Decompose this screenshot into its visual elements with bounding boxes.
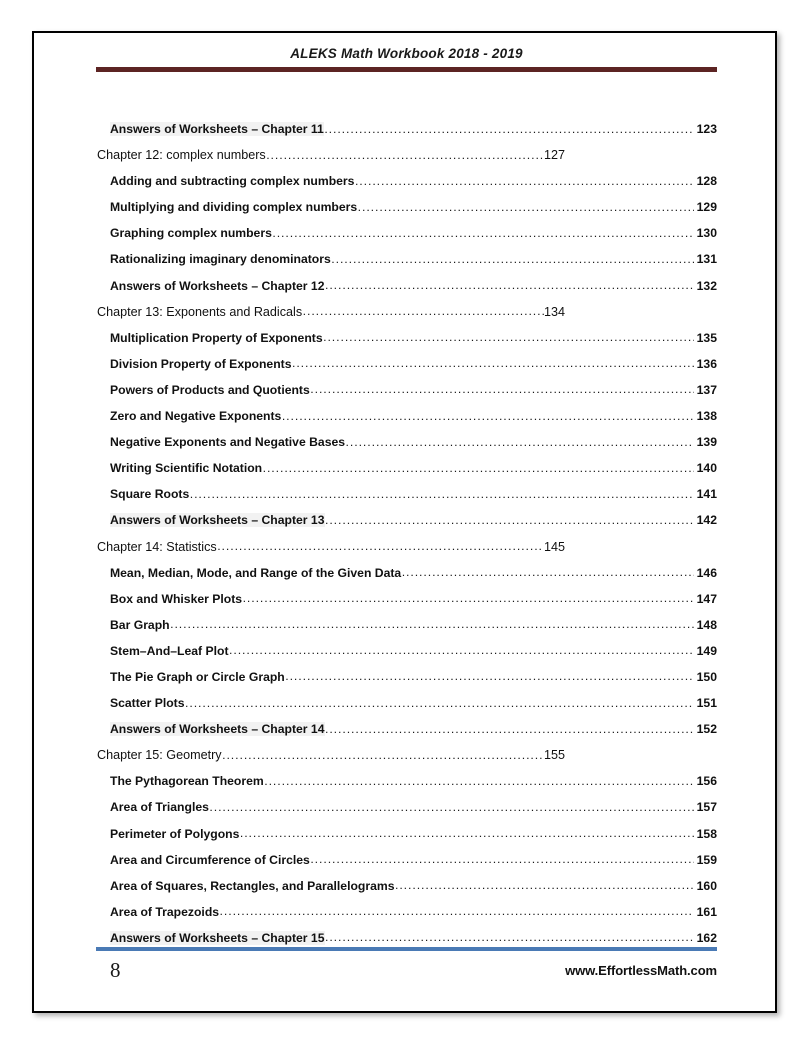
toc-dot-leader: [266, 148, 544, 162]
toc-entry-label: Graphing complex numbers: [110, 226, 272, 241]
toc-entry-label: Multiplication Property of Exponents: [110, 330, 323, 345]
toc-entry-label: The Pythagorean Theorem: [110, 774, 264, 789]
toc-entry-page-number: 146: [696, 565, 717, 580]
toc-entry-page-number: 145: [543, 539, 565, 554]
toc-entry-label: Area of Squares, Rectangles, and Parallelograms: [110, 878, 395, 893]
website-url: www.EffortlessMath.com: [565, 963, 717, 978]
toc-entry-page-number: 156: [696, 774, 717, 789]
toc-dot-leader: [285, 669, 694, 683]
toc-entry[interactable]: [110, 357, 717, 383]
toc-entry-page-number: 155: [543, 748, 565, 763]
toc-dot-leader: [292, 356, 694, 370]
toc-entry-page-number: 127: [543, 148, 565, 163]
toc-entry[interactable]: [110, 331, 717, 357]
toc-entry[interactable]: [110, 279, 717, 305]
toc-entry-page-number: 123: [696, 122, 717, 136]
toc-dot-leader: [303, 304, 544, 318]
toc-dot-leader: [355, 174, 694, 188]
toc-dot-leader: [395, 878, 694, 892]
toc-entry-page-number: 162: [696, 930, 717, 945]
toc-dot-leader: [346, 435, 694, 449]
toc-entry-label: Adding and subtracting complex numbers: [110, 174, 355, 189]
toc-entry-page-number: 160: [696, 878, 717, 893]
toc-entry-page-number: 137: [696, 382, 717, 397]
toc-entry-label: Rationalizing imaginary denominators: [110, 252, 331, 267]
toc-entry[interactable]: [110, 122, 717, 148]
toc-entry-label: Area of Trapezoids: [110, 904, 220, 919]
toc-entry-page-number: 152: [696, 722, 717, 737]
toc-dot-leader: [220, 904, 694, 918]
toc-dot-leader: [185, 696, 694, 710]
toc-dot-leader: [358, 200, 694, 214]
toc-entry-label: Multiplying and dividing complex numbers: [110, 200, 358, 215]
toc-dot-leader: [331, 252, 694, 266]
toc-entry-page-number: 148: [696, 617, 717, 632]
toc-entry-label: Answers of Worksheets – Chapter 15: [110, 930, 325, 945]
toc-entry-label: Zero and Negative Exponents: [110, 409, 282, 424]
running-header: [96, 46, 717, 72]
toc-entry[interactable]: [110, 592, 717, 618]
toc-entry[interactable]: [110, 487, 717, 513]
page-content-area: [96, 33, 717, 1011]
toc-entry-page-number: 139: [696, 435, 717, 450]
toc-dot-leader: [325, 930, 694, 944]
toc-entry-label: Chapter 15: Geometry: [97, 748, 222, 763]
footer-rule: [96, 947, 717, 951]
toc-entry[interactable]: [110, 827, 717, 853]
toc-entry-page-number: 129: [696, 200, 717, 215]
toc-entry-label: Box and Whisker Plots: [110, 591, 243, 606]
book-title: ALEKS Math Workbook 2018 - 2019: [290, 46, 523, 61]
page-number: 8: [110, 958, 121, 982]
table-of-contents: [96, 122, 717, 957]
toc-entry-page-number: 132: [696, 278, 717, 293]
toc-entry[interactable]: [110, 879, 717, 905]
toc-entry-page-number: 131: [696, 252, 717, 267]
toc-entry-page-number: 130: [696, 226, 717, 241]
toc-entry[interactable]: [110, 722, 717, 748]
toc-entry[interactable]: [110, 800, 717, 826]
toc-entry[interactable]: [110, 905, 717, 931]
toc-entry-label: Square Roots: [110, 487, 190, 502]
toc-dot-leader: [325, 722, 694, 736]
toc-dot-leader: [310, 382, 694, 396]
toc-entry-page-number: 151: [696, 696, 717, 711]
toc-entry[interactable]: [110, 670, 717, 696]
toc-entry-label: Chapter 12: complex numbers: [97, 148, 266, 163]
toc-entry-label: Answers of Worksheets – Chapter 14: [110, 722, 325, 737]
toc-entry-label: Answers of Worksheets – Chapter 11: [110, 122, 324, 136]
footer-row: [96, 960, 717, 981]
toc-entry-label: Mean, Median, Mode, and Range of the Given Data: [110, 565, 402, 580]
toc-entry-label: Scatter Plots: [110, 696, 185, 711]
toc-entry-page-number: 158: [696, 826, 717, 841]
toc-entry[interactable]: [97, 540, 717, 566]
toc-entry[interactable]: [110, 252, 717, 278]
toc-dot-leader: [243, 591, 694, 605]
toc-entry-label: Bar Graph: [110, 617, 170, 632]
toc-dot-leader: [222, 748, 544, 762]
toc-entry[interactable]: [110, 226, 717, 252]
toc-entry-label: Division Property of Exponents: [110, 356, 292, 371]
toc-entry[interactable]: [110, 174, 717, 200]
toc-entry[interactable]: [110, 461, 717, 487]
toc-entry[interactable]: [110, 200, 717, 226]
toc-entry-label: Area and Circumference of Circles: [110, 852, 310, 867]
toc-entry-page-number: 147: [696, 591, 717, 606]
toc-dot-leader: [323, 330, 694, 344]
page-footer: [96, 947, 717, 981]
toc-entry-label: Negative Exponents and Negative Bases: [110, 435, 346, 450]
toc-dot-leader: [402, 565, 694, 579]
toc-entry-label: Chapter 13: Exponents and Radicals: [97, 304, 303, 319]
toc-entry[interactable]: [110, 409, 717, 435]
toc-dot-leader: [190, 487, 694, 501]
toc-dot-leader: [325, 278, 694, 292]
toc-dot-leader: [282, 409, 694, 423]
toc-dot-leader: [310, 852, 694, 866]
toc-dot-leader: [263, 461, 694, 475]
toc-entry[interactable]: [110, 644, 717, 670]
toc-entry[interactable]: [110, 696, 717, 722]
toc-entry-label: Writing Scientific Notation: [110, 461, 263, 476]
toc-dot-leader: [324, 122, 694, 136]
toc-entry-page-number: 128: [696, 174, 717, 189]
toc-dot-leader: [264, 774, 694, 788]
toc-entry-label: Perimeter of Polygons: [110, 826, 240, 841]
toc-entry-page-number: 138: [696, 409, 717, 424]
toc-entry-label: The Pie Graph or Circle Graph: [110, 669, 285, 684]
toc-entry[interactable]: [97, 748, 717, 774]
toc-dot-leader: [272, 226, 694, 240]
toc-entry[interactable]: [110, 618, 717, 644]
toc-entry[interactable]: [97, 305, 717, 331]
toc-entry-page-number: 161: [696, 904, 717, 919]
toc-entry-label: Answers of Worksheets – Chapter 12: [110, 278, 325, 293]
toc-entry[interactable]: [110, 513, 717, 539]
toc-entry-page-number: 141: [696, 487, 717, 502]
toc-dot-leader: [209, 800, 694, 814]
toc-entry-page-number: 149: [696, 643, 717, 658]
toc-dot-leader: [240, 826, 694, 840]
toc-entry-label: Powers of Products and Quotients: [110, 382, 310, 397]
toc-entry-page-number: 135: [696, 330, 717, 345]
toc-entry-page-number: 136: [696, 356, 717, 371]
toc-dot-leader: [325, 513, 694, 527]
toc-entry-label: Stem–And–Leaf Plot: [110, 643, 229, 658]
toc-dot-leader: [229, 643, 694, 657]
toc-entry-label: Chapter 14: Statistics: [97, 539, 217, 554]
toc-entry-page-number: 142: [696, 513, 717, 528]
document-page: [32, 31, 777, 1013]
toc-dot-leader: [217, 539, 544, 553]
toc-entry[interactable]: [110, 566, 717, 592]
toc-entry-page-number: 157: [696, 800, 717, 815]
toc-entry[interactable]: [110, 774, 717, 800]
toc-entry[interactable]: [110, 383, 717, 409]
toc-entry-label: Area of Triangles: [110, 800, 209, 815]
toc-entry[interactable]: [97, 148, 717, 174]
toc-entry-page-number: 159: [696, 852, 717, 867]
toc-entry-page-number: 134: [543, 304, 565, 319]
toc-entry[interactable]: [110, 853, 717, 879]
header-rule: [96, 67, 717, 72]
toc-entry-page-number: 150: [696, 669, 717, 684]
toc-dot-leader: [170, 617, 694, 631]
toc-entry-page-number: 140: [696, 461, 717, 476]
toc-entry[interactable]: [110, 435, 717, 461]
toc-entry-label: Answers of Worksheets – Chapter 13: [110, 513, 325, 528]
